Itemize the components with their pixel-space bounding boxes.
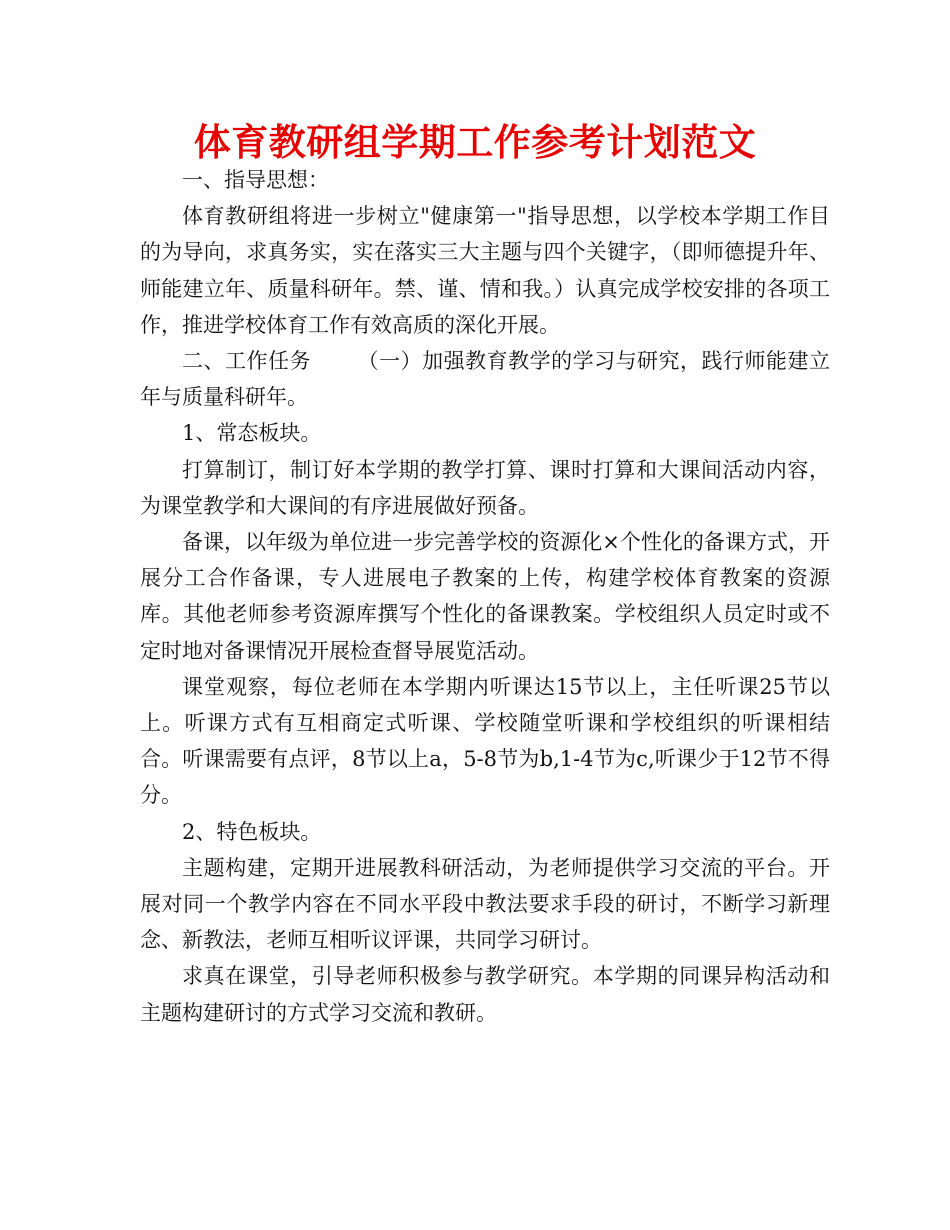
paragraph-planning: 打算制订，制订好本学期的教学打算、课时打算和大课间活动内容，为课堂教学和大课间的有序进展做好预备。 [140,457,830,518]
document-title: 体育教研组学期工作参考计划范文 [193,121,757,164]
subsection-heading-routine: 1、常态板块。 [182,421,322,446]
paragraph-lesson-prep: 备课，以年级为单位进一步完善学校的资源化×个性化的备课方式，开展分工合作备课，专人进展电子教案的上传，构建学校体育教案的资源库。其他老师参考资源库撰写个性化的备课教案。学校组织人员定时或不定时地对备课情况开展检查督导展览活动。 [140,530,830,663]
section-heading-guiding-ideology: 一、指导思想： [182,168,329,192]
paragraph-class-observation: 课堂观察，每位老师在本学期内听课达15节以上，主任听课25节以上。听课方式有互相商定式听课、学校随堂听课和学校组织的听课相结合。听课需要有点评，8节以上a，5-8节为b,1-4节为c,听课少于12节不得分。 [140,674,830,808]
subsection-heading-teaching-research: （一）加强教育教学的学习与研究，践行师能建立年与质量科研年。 [140,349,831,410]
paragraph-work-tasks [140,343,830,415]
section-heading-work-tasks: 二、工作任务 [182,349,311,374]
document-body [140,162,830,1031]
paragraph-guiding-ideology: 体育教研组将进一步树立"健康第一"指导思想，以学校本学期工作目的为导向，求真务实，实在落实三大主题与四个关键字，（即师德提升年、师能建立年、质量科研年。禁、谨、情和我。）认真完成学校安排的各项工作，推进学校体育工作有效高质的深化开展。 [140,204,830,337]
subsection-heading-featured: 2、特色板块。 [182,819,322,844]
paragraph-truth-in-class: 求真在课堂，引导老师积极参与教学研究。本学期的同课异构活动和主题构建研讨的方式学习交流和教研。 [140,964,830,1025]
paragraph-theme-building: 主题构建，定期开进展教科研活动，为老师提供学习交流的平台。开展对同一个教学内容在不同水平段中教法要求手段的研讨，不断学习新理念、新教法，老师互相听议评课，共同学习研讨。 [140,855,830,953]
